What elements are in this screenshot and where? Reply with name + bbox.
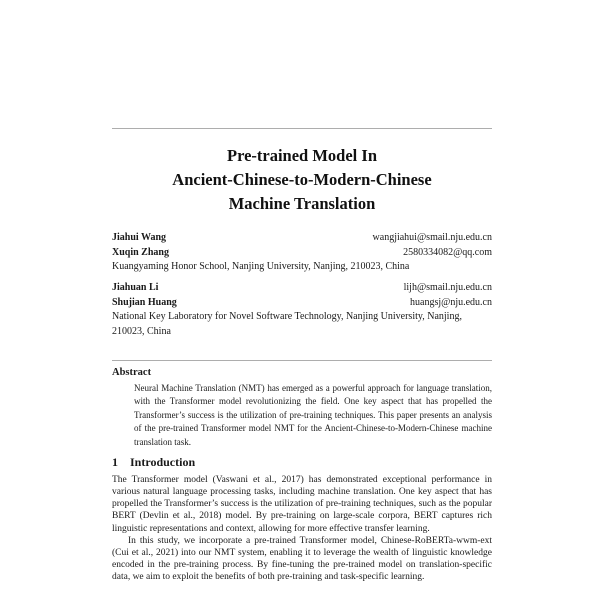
paragraph: The Transformer model (Vaswani et al., 2017) has demonstrated exceptional performance in various natural language processing tasks, including machine translation. One key aspect that has propelled the Transformer’s success is the utilization of pre-training techniques, such as the popular BERT (Devlin et al., 2018) model. By pre-training on large-scale corpora, BERT captures rich linguistic representations and context, allowing for more effective transfer learning.: [112, 475, 492, 534]
top-divider-rule: [112, 128, 492, 129]
author-row: [112, 246, 492, 261]
paper-title-line-3: Machine Translation: [228, 194, 376, 213]
author-email: 2580334082@qq.com: [403, 246, 492, 258]
section-number: 1: [112, 455, 118, 469]
affiliation: Kuangyaming Honor School, Nanjing University, Nanjing, 210023, China: [112, 261, 410, 272]
author-email: huangsj@nju.edu.cn: [410, 296, 492, 308]
author-name: Jiahuan Li: [112, 282, 159, 293]
abstract-divider-rule: [112, 360, 492, 361]
abstract-text: Neural Machine Translation (NMT) has emerged as a powerful approach for language translation, with the Transformer model revolutionizing the field. One key aspect that has propelled the Transformer’s success is the utilization of pre-training techniques. This paper presents an analysis of the pre-trained Transformer model NMT for the Ancient-Chinese-to-Modern-Chinese machine translation task.: [134, 383, 492, 447]
author-email: wangjiahui@smail.nju.edu.cn: [372, 232, 492, 243]
introduction-body: [112, 474, 492, 583]
paper-title-line-2: Ancient-Chinese-to-Modern-Chinese: [172, 170, 432, 189]
paper-title-line-1: Pre-trained Model In: [226, 146, 377, 165]
author-group-2: [112, 281, 492, 339]
author-row: [112, 231, 492, 246]
author-name: Jiahui Wang: [112, 232, 167, 243]
author-email: lijh@smail.nju.edu.cn: [403, 282, 492, 293]
author-name: Xuqin Zhang: [112, 246, 169, 258]
paragraph: In this study, we incorporate a pre-trained Transformer model, Chinese-RoBERTa-wwm-ext (Cui et al., 2021) into our NMT system, enabling it to leverage the wealth of linguistic knowledge encoded in the pre-training process. By fine-tuning the pre-trained model on translation-specific data, we aim to exploit the benefits of both pre-training and task-specific learning.: [112, 535, 492, 583]
author-row: [112, 281, 492, 296]
paper-title: [112, 144, 492, 216]
section-heading-introduction: [112, 455, 195, 470]
author-row: [112, 296, 492, 311]
abstract-heading: Abstract: [112, 367, 152, 378]
author-group-1: [112, 231, 492, 275]
affiliation: National Key Laboratory for Novel Software Technology, Nanjing University, Nanjing, 210023, China: [112, 311, 462, 337]
section-title: Introduction: [130, 455, 196, 469]
author-name: Shujian Huang: [112, 296, 177, 308]
